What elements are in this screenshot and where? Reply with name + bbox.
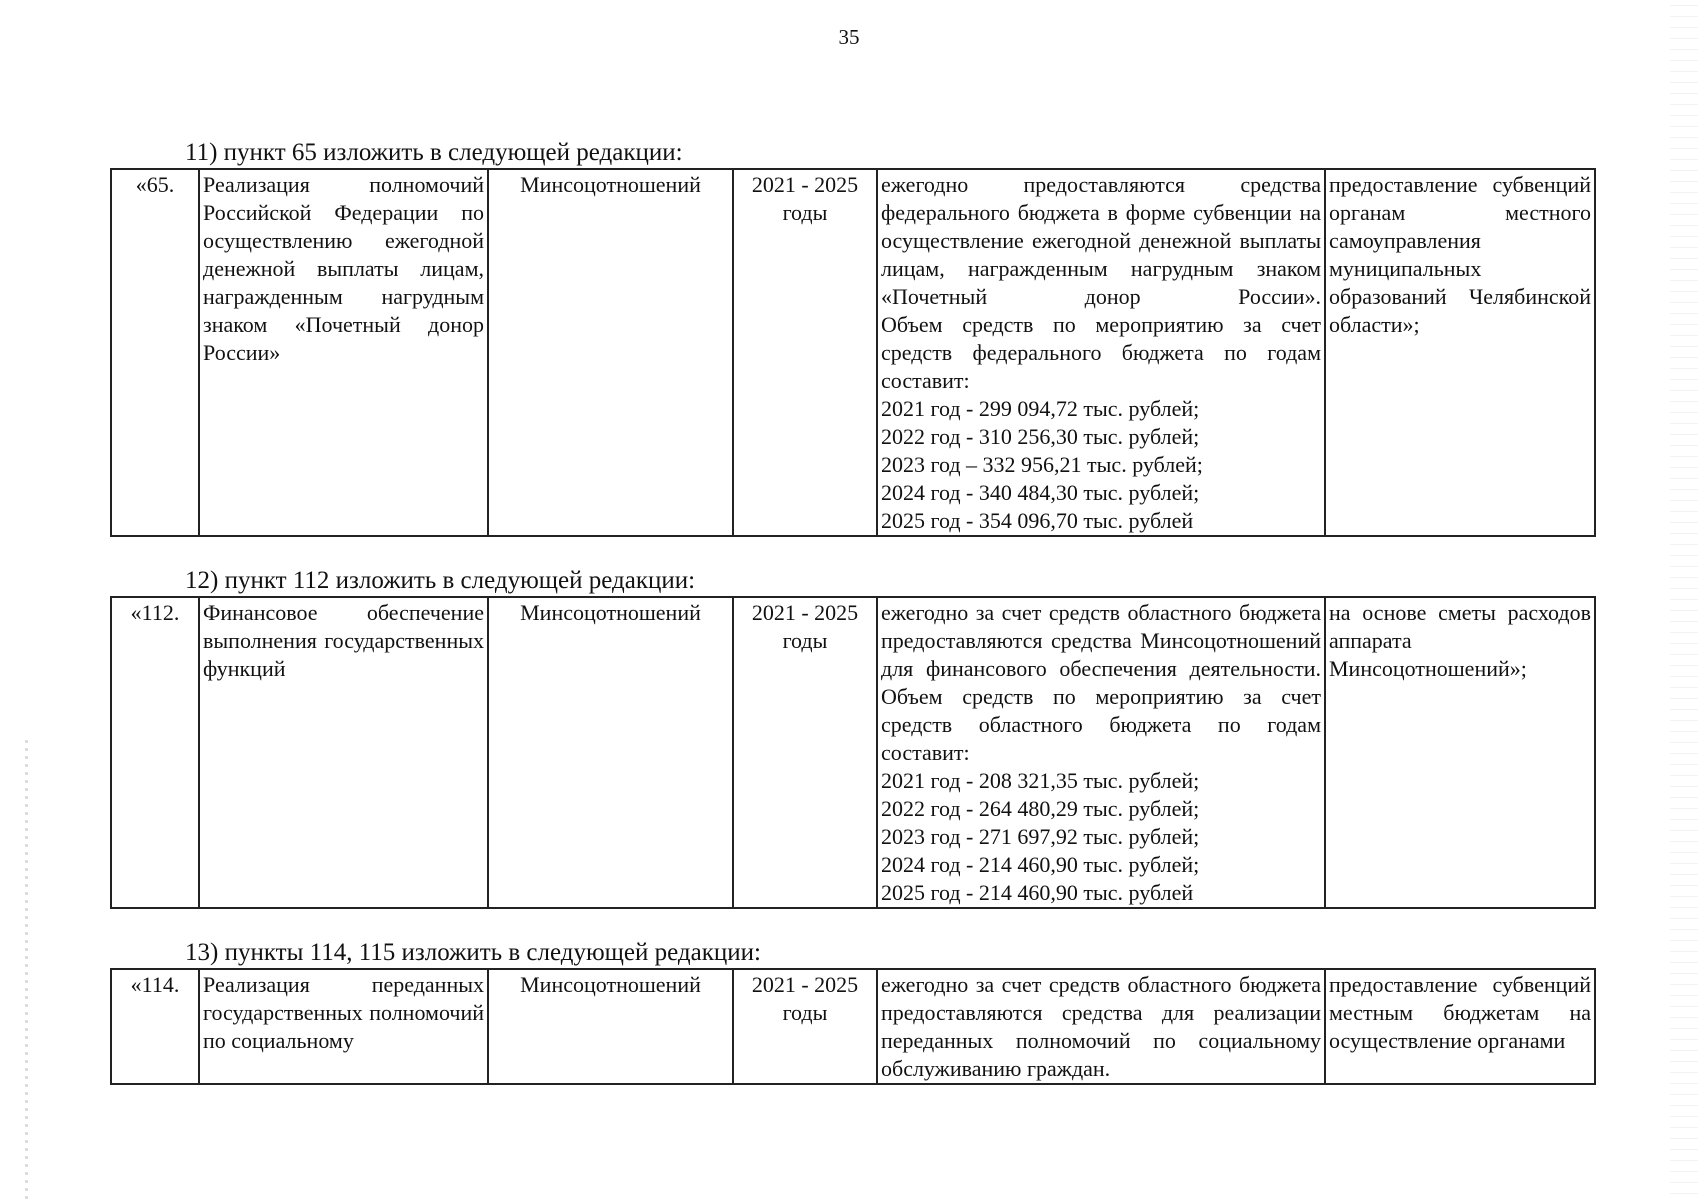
volume-intro: Объем средств по мероприятию за счет средств областного бюджета по годам составит:	[881, 684, 1321, 765]
year-amount: 2023 год – 332 956,21 тыс. рублей;	[881, 452, 1203, 477]
item-name: Реализация переданных государственных полномочий по социальному	[199, 969, 488, 1084]
item-name: Финансовое обеспечение выполнения государственных функций	[199, 597, 488, 908]
item-description	[877, 969, 1325, 1084]
item-period: 2021 - 2025 годы	[733, 169, 877, 536]
item-description	[877, 597, 1325, 908]
year-amount: 2022 год - 264 480,29 тыс. рублей;	[881, 796, 1200, 821]
table-row	[111, 969, 1595, 1084]
year-amount: 2024 год - 214 460,90 тыс. рублей;	[881, 852, 1200, 877]
item-number: «112.	[111, 597, 199, 908]
volume-intro: Объем средств по мероприятию за счет средств федерального бюджета по годам составит:	[881, 312, 1321, 393]
table-item-112	[110, 596, 1596, 909]
item-period: 2021 - 2025 годы	[733, 597, 877, 908]
scan-margin-artifact	[25, 740, 28, 1200]
item-executor: Минсоцотношений	[488, 169, 733, 536]
year-amount: 2025 год - 354 096,70 тыс. рублей	[881, 508, 1194, 533]
table-item-114	[110, 968, 1596, 1085]
item-name: Реализация полномочий Российской Федерации по осуществлению ежегодной денежной выплаты лицам, награжденным нагрудным знаком «Почетный донор России»	[199, 169, 488, 536]
year-amount: 2025 год - 214 460,90 тыс. рублей	[881, 880, 1194, 905]
item-description	[877, 169, 1325, 536]
year-amount: 2021 год - 299 094,72 тыс. рублей;	[881, 396, 1200, 421]
item-period: 2021 - 2025 годы	[733, 969, 877, 1084]
instruction-11: 11) пункт 65 изложить в следующей редакции:	[185, 139, 683, 166]
description-text: ежегодно предоставляются средства федерального бюджета в форме субвенции на осуществление ежегодной денежной выплаты лицам, награжденным нагрудным знаком «Почетный донор России».	[881, 172, 1321, 309]
year-amount: 2021 год - 208 321,35 тыс. рублей;	[881, 768, 1200, 793]
item-result: предоставление субвенций местным бюджетам на осуществление органами	[1325, 969, 1595, 1084]
item-result: на основе сметы расходов аппарата Минсоцотношений»;	[1325, 597, 1595, 908]
table-row	[111, 597, 1595, 908]
table-item-65	[110, 168, 1596, 537]
year-amount: 2022 год - 310 256,30 тыс. рублей;	[881, 424, 1200, 449]
item-number: «114.	[111, 969, 199, 1084]
item-executor: Минсоцотношений	[488, 597, 733, 908]
item-number: «65.	[111, 169, 199, 536]
description-text: ежегодно за счет средств областного бюджета предоставляются средства Минсоцотношений для финансового обеспечения деятельности.	[881, 600, 1321, 681]
description-text: ежегодно за счет средств областного бюджета предоставляются средства для реализации переданных полномочий по социальному обслуживанию граждан.	[881, 972, 1321, 1081]
instruction-13: 13) пункты 114, 115 изложить в следующей редакции:	[185, 939, 761, 966]
item-result: предоставление субвенций органам местного самоуправления муниципальных образований Челябинской области»;	[1325, 169, 1595, 536]
item-executor: Минсоцотношений	[488, 969, 733, 1084]
table-row	[111, 169, 1595, 536]
page-number: 35	[838, 25, 860, 49]
year-amount: 2023 год - 271 697,92 тыс. рублей;	[881, 824, 1200, 849]
year-amount: 2024 год - 340 484,30 тыс. рублей;	[881, 480, 1200, 505]
instruction-12: 12) пункт 112 изложить в следующей редакции:	[185, 567, 696, 594]
scan-edge-artifact	[1670, 0, 1698, 1200]
